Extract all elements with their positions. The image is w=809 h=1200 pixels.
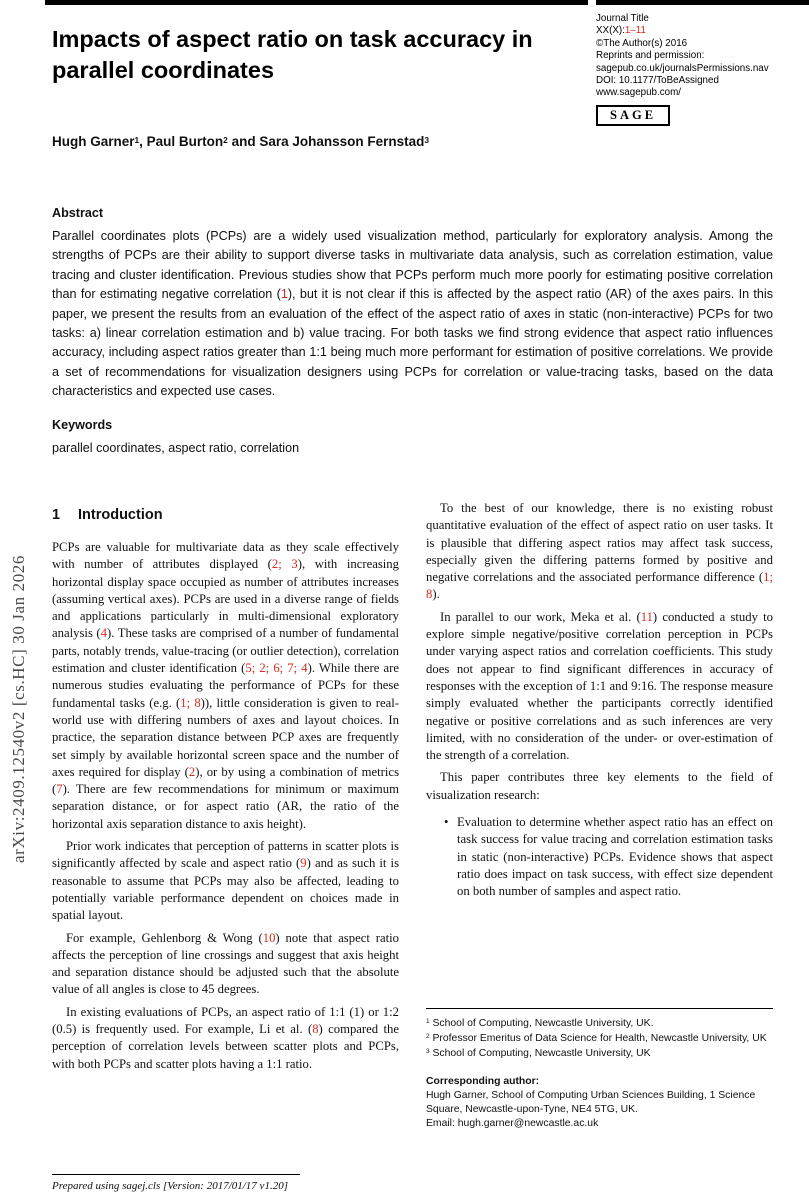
text-segment: , Paul Burton (139, 134, 224, 149)
section-title: Introduction (78, 507, 163, 523)
paragraph (52, 930, 399, 999)
section-number: 1 (52, 507, 61, 523)
text-segment: In existing evaluations of PCPs, an aspect ratio of 1:1 (1) or 1:2 (0.5) is frequently used. For example, Li et al. ( (52, 1004, 399, 1037)
text-segment: and Sara Johansson Fernstad (227, 134, 425, 149)
journal-doi: DOI: 10.1177/ToBeAssigned (596, 75, 719, 87)
list-item-text (457, 814, 773, 900)
affiliation-3 (426, 1047, 773, 1062)
citation-link[interactable]: 11 (640, 609, 653, 624)
footer-rule (52, 1174, 300, 1175)
journal-copyright: ©The Author(s) 2016 (596, 37, 688, 49)
citation-link[interactable]: 1 (280, 287, 288, 302)
citation-link[interactable]: 9 (300, 856, 307, 871)
body-columns (52, 500, 773, 1178)
abstract-heading: Abstract (52, 206, 104, 220)
citation-link[interactable]: 1; 8 (426, 570, 773, 602)
text-segment: In parallel to our work, Meka et al. ( (440, 609, 641, 624)
journal-info-block (596, 13, 808, 126)
journal-website-url: www.sagepub.com/ (596, 87, 681, 99)
keywords-text: parallel coordinates, aspect ratio, correlation (52, 440, 300, 455)
citation-link[interactable]: 2; 3 (271, 557, 298, 572)
text-segment: ). (432, 587, 440, 602)
paragraph (52, 1004, 399, 1073)
corresponding-author-text: Hugh Garner, School of Computing Urban Sciences Building, 1 Science Square, Newcastle-upon-Tyne, NE4 5TG, UK. (426, 1090, 756, 1115)
abstract-text (52, 227, 773, 402)
text-segment: ), or by using a combination of metrics ( (52, 764, 400, 797)
citation-link[interactable]: 4 (100, 626, 107, 641)
text-segment: 3 (424, 134, 430, 145)
paragraph (426, 769, 773, 804)
paper-title: Impacts of aspect ratio on task accuracy in parallel coordinates (52, 26, 533, 83)
journal-reprints: Reprints and permission: (596, 50, 705, 62)
text-segment: ). While there are numerous studies evaluating the performance of PCPs for these fundamental tasks (e.g. ( (52, 661, 400, 710)
journal-permissions-url: sagepub.co.uk/journalsPermissions.nav (596, 62, 769, 74)
citation-link[interactable]: 10 (262, 930, 276, 945)
text-segment: School of Computing, Newcastle University, UK (429, 1047, 651, 1059)
text-segment: ) conducted a study to explore simple negative/positive correlation perception in PCPs under varying aspect ratios and correlation coefficients. This study does not appear to find significant differences in accuracy of responses with the exception of 1:1 and 9:16. The response measure simply evaluated whether the participants correctly identified negative or positive correlations and as such inferences are very limited, with no consideration of the under- or over-estimation of the strength of a correlation. (426, 609, 774, 763)
right-column (426, 500, 773, 1178)
header-rule-right (596, 0, 809, 5)
text-segment: To the best of our knowledge, there is no existing robust quantitative evaluation of the effect of aspect ratio on user tasks. It is plausible that differing aspect ratios may affect task success, especially given the differing patterns formed by positive and negative correlations and the associated performance difference ( (426, 501, 773, 585)
bullet-glyph: • (444, 815, 449, 830)
citation-link[interactable]: 5; 2; 6; 7; 4 (245, 661, 308, 676)
text-segment: School of Computing, Newcastle University, UK. (429, 1018, 654, 1029)
text-segment: Parallel coordinates plots (PCPs) are a widely used visualization method, particularly for exploratory analysis. Among the strengths of PCPs are their ability to support diverse tasks in multivariate data analysis, such as correlation estimation, value tracing and cluster identification. Previous studies show that PCPs perform much more poorly for estimating positive correlation than for estimating negative correlation ( (52, 229, 773, 302)
citation-link[interactable]: 8 (312, 1022, 319, 1037)
contribution-list (444, 814, 773, 900)
text-segment: ) note that aspect ratio affects the perception of line crossings and suggest that axis height and separation distance should be adjusted such that the absolute value of all angles is close to 45 degrees. (52, 930, 399, 997)
text-segment: ) compared the perception of correlation levels between scatter plots and PCPs, with both PCPs and scatter plots having a 1:1 ratio. (52, 1022, 399, 1071)
text-segment: 3 (426, 1047, 430, 1055)
text-segment: 2 (223, 134, 228, 145)
header-rule-left (45, 0, 588, 5)
left-column (52, 500, 399, 1178)
text-segment: Professor Emeritus of Data Science for Health, Newcastle University, UK (429, 1032, 767, 1044)
sage-logo: SAGE (596, 105, 670, 126)
text-segment: 2 (426, 1033, 430, 1041)
footnote-block (426, 1008, 773, 1131)
text-segment: ), with increasing horizontal display space occupied as number of attributes increases (assuming vertical axes). PCPs are used in a diverse range of fields and applications particularly in multi-dimensional exploratory analysis ( (52, 557, 399, 641)
text-segment: This paper contributes three key elements to the field of visualization research: (426, 770, 773, 802)
arxiv-watermark: arXiv:2409.12540v2 [cs.HC] 30 Jan 2026 (9, 555, 28, 863)
text-segment: ) and as such it is reasonable to assume that PCPs may also be affected, leading to potentially variable performance dependent on choices made in spatial layout. (52, 856, 400, 923)
list-item (444, 814, 773, 900)
text-segment: For example, Gehlenborg & Wong ( (66, 930, 263, 945)
affiliation-2 (426, 1032, 773, 1047)
text-segment: ). There are few recommendations for minimum or maximum separation distance, or for aspect ratio (AR, the ratio of the horizontal axis separation distance to axis height). (52, 782, 399, 831)
section-heading-introduction (52, 506, 399, 524)
paragraph (52, 539, 399, 833)
text-segment: Prior work indicates that perception of patterns in scatter plots is significantly affected by scale and aspect ratio ( (52, 839, 399, 871)
text-segment: ). These tasks are comprised of a number of fundamental parts, notably trends, value-tracing (or outlier detection), correlation estimation and cluster identification ( (52, 626, 399, 676)
text-segment: PCPs are valuable for multivariate data as they scale effectively with number of attributes displayed ( (52, 540, 399, 572)
text-segment: 1 (426, 1018, 430, 1026)
footer-text: Prepared using sagej.cls [Version: 2017/01/17 v1.20] (52, 1180, 288, 1192)
citation-link[interactable]: 2 (188, 764, 196, 779)
text-segment: XX(X): (596, 25, 625, 37)
paragraph (426, 500, 773, 604)
journal-name: Journal Title (596, 13, 649, 24)
text-segment: ), but it is not clear if this is affected by the aspect ratio (AR) of the axes pairs. In this paper, we present the results from an evaluation of the effect of the aspect ratio of axes in static (non-interactive) PCPs for two tasks: a) linear correlation estimation and b) value tracing. For both tasks we find strong evidence that aspect ratio influences accuracy, including aspect ratios greater than 1:1 being much more performant for estimation of positive correlations. We provide a set of recommendations for visualization designers using PCPs for correlation or value-tracing tasks, based on the data characteristics and expected use cases. (52, 287, 773, 399)
text-segment: 1 (134, 134, 140, 145)
text-segment: )), little consideration is given to real-world use with differing numbers of axes and layout choices. In practice, the separation distance between PCP axes are frequently set simply by available horizontal screen space and the number of axes required for display ( (52, 695, 399, 779)
citation-link[interactable]: 1–11 (624, 25, 646, 37)
journal-volume-pages (596, 25, 808, 37)
front-matter (52, 206, 773, 458)
paragraph (52, 838, 399, 924)
citation-link[interactable]: 1; 8 (180, 695, 201, 710)
citation-link[interactable]: 7 (56, 782, 63, 797)
affiliation-1 (426, 1017, 773, 1032)
footnote-rule (426, 1008, 773, 1009)
corresponding-author-heading: Corresponding author: (426, 1076, 540, 1088)
authors-line (52, 133, 712, 152)
paragraph (426, 609, 773, 765)
corresponding-author-email: Email: hugh.garner@newcastle.ac.uk (426, 1117, 599, 1129)
text-segment: Hugh Garner (52, 134, 135, 149)
keywords-heading: Keywords (52, 417, 113, 432)
text-segment: Evaluation to determine whether aspect ratio has an effect on task success for value tracing and correlation estimation tasks in static (non-interactive) PCPs. Evidence shows that aspect ratio does impact on task success, with effect size dependent on both number of samples and aspect ratio. (457, 815, 773, 899)
